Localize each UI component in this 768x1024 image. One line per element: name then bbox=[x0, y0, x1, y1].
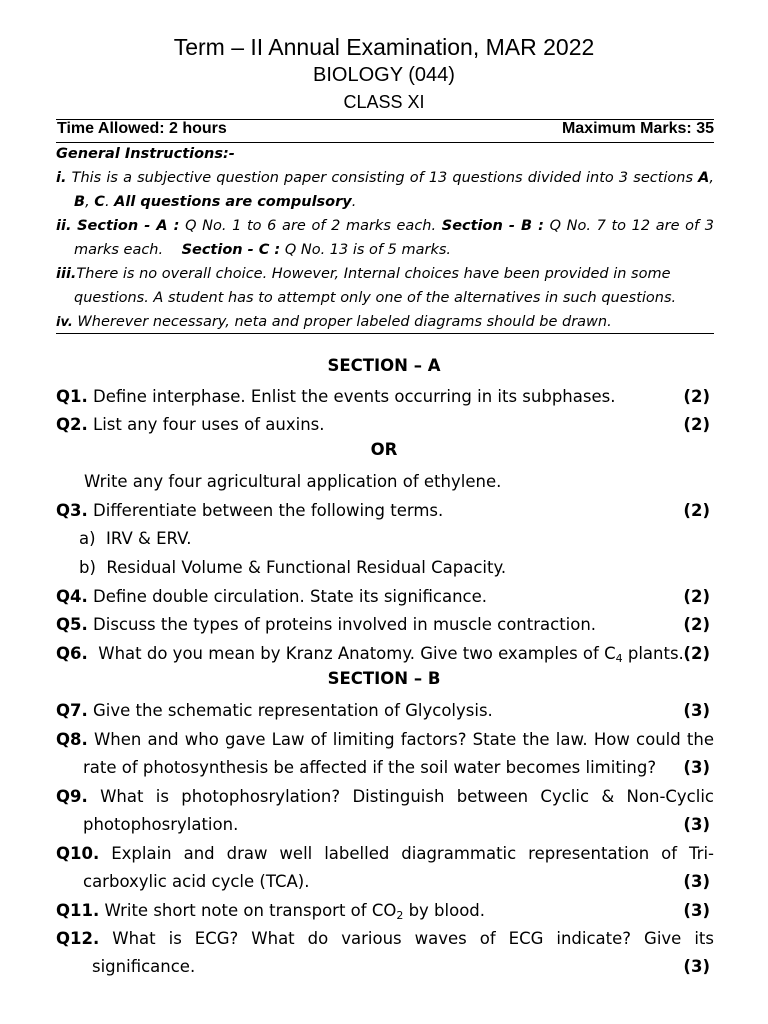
q3-marks: (2) bbox=[683, 501, 710, 520]
q4-marks: (2) bbox=[683, 587, 710, 606]
question-3-part-b: b) Residual Volume & Functional Residual Capacity. bbox=[79, 558, 507, 577]
instruction-ii-section-b: Section - B : bbox=[441, 218, 544, 234]
question-10-line1 bbox=[56, 840, 714, 869]
exam-title: Term – II Annual Examination, MAR 2022 bbox=[173, 34, 595, 60]
question-4 bbox=[56, 583, 714, 612]
q10-line2: carboxylic acid cycle (TCA). bbox=[83, 872, 310, 891]
q5-text: Discuss the types of proteins involved in muscle contraction. bbox=[87, 615, 597, 634]
q2-text: List any four uses of auxins. bbox=[87, 415, 325, 434]
instruction-i-text: This is a subjective question paper consisting of 13 questions divided into 3 sections bbox=[71, 170, 699, 186]
instruction-ii-number: ii. bbox=[56, 218, 72, 234]
instructions-heading bbox=[56, 142, 714, 166]
instruction-i-section-a: A bbox=[698, 170, 710, 186]
q2-number: Q2. bbox=[56, 415, 88, 434]
question-2 bbox=[56, 411, 714, 440]
question-7 bbox=[56, 697, 714, 726]
time-allowed: Time Allowed: 2 hours bbox=[57, 120, 227, 137]
instruction-ii-text-c: Q No. 13 is of 5 marks. bbox=[280, 242, 452, 258]
maximum-marks: Maximum Marks: 35 bbox=[561, 120, 714, 137]
question-3-part-a: a) IRV & ERV. bbox=[79, 529, 192, 548]
question-10-line2 bbox=[83, 868, 714, 897]
instruction-i-number: i. bbox=[56, 170, 67, 186]
question-5 bbox=[56, 611, 714, 640]
instruction-ii-section-a: Section - A : bbox=[77, 218, 180, 234]
q1-text: Define interphase. Enlist the events occurring in its subphases. bbox=[87, 387, 616, 406]
question-3 bbox=[56, 497, 714, 526]
q9-line2: photophosrylation. bbox=[83, 815, 239, 834]
instruction-i bbox=[56, 166, 714, 214]
instruction-ii-text-b: Q No. 7 to 12 are of 3 marks each. bbox=[74, 218, 715, 258]
q11-text-a: Write short note on transport of CO bbox=[99, 901, 397, 920]
q6-number: Q6. bbox=[56, 644, 88, 663]
q3-text: Differentiate between the following terms. bbox=[87, 501, 444, 520]
q3-number: Q3. bbox=[56, 501, 88, 520]
q4-number: Q4. bbox=[56, 587, 88, 606]
instruction-iv-number: iv. bbox=[56, 315, 73, 330]
q10-marks: (3) bbox=[683, 872, 710, 891]
q8-marks: (3) bbox=[683, 758, 710, 777]
question-8-line2 bbox=[83, 754, 714, 783]
q6-marks: (2) bbox=[683, 644, 710, 663]
class-title: CLASS XI bbox=[343, 92, 425, 112]
q8-number: Q8. bbox=[56, 730, 88, 749]
q5-marks: (2) bbox=[683, 615, 710, 634]
question-9-line1 bbox=[56, 783, 714, 812]
subject-title: BIOLOGY (044) bbox=[313, 64, 455, 86]
instruction-i-section-c: C bbox=[94, 194, 105, 210]
q12-line1: What is ECG? What do various waves of ECG indicate? Give its bbox=[99, 929, 714, 948]
q11-subscript: 2 bbox=[396, 909, 404, 922]
q9-number: Q9. bbox=[56, 787, 88, 806]
question-12-line2 bbox=[92, 953, 714, 982]
instruction-iii-line1 bbox=[56, 262, 714, 286]
q9-line1: What is photophosrylation? Distinguish between Cyclic & Non-Cyclic bbox=[87, 787, 714, 806]
q7-text: Give the schematic representation of Glycolysis. bbox=[87, 701, 493, 720]
question-2-alternative: Write any four agricultural application of ethylene. bbox=[84, 472, 502, 491]
q9-marks: (3) bbox=[683, 815, 710, 834]
q4-text: Define double circulation. State its significance. bbox=[87, 587, 488, 606]
q6-text-a: What do you mean by Kranz Anatomy. Give two examples of C bbox=[87, 644, 616, 663]
q11-marks: (3) bbox=[683, 901, 710, 920]
q12-number: Q12. bbox=[56, 929, 100, 948]
instruction-ii bbox=[56, 214, 714, 262]
instruction-iv bbox=[56, 310, 714, 335]
q6-text-b: plants. bbox=[622, 644, 684, 663]
instruction-i-sep2: , bbox=[85, 194, 95, 210]
q2-marks: (2) bbox=[683, 415, 710, 434]
q7-marks: (3) bbox=[683, 701, 710, 720]
q6-subscript: 4 bbox=[615, 652, 623, 665]
instruction-iv-text: Wherever necessary, neta and proper labeled diagrams should be drawn. bbox=[77, 314, 612, 330]
q10-line1: Explain and draw well labelled diagrammatic representation of Tri- bbox=[99, 844, 714, 863]
q7-number: Q7. bbox=[56, 701, 88, 720]
instruction-iii-number: iii. bbox=[56, 266, 77, 282]
q12-line2: significance. bbox=[92, 957, 196, 976]
section-b-heading: SECTION – B bbox=[327, 669, 441, 688]
instruction-i-sep3: . bbox=[104, 194, 115, 210]
instruction-i-sep1: , bbox=[709, 170, 714, 186]
question-12-line1 bbox=[56, 925, 714, 954]
instruction-i-end: . bbox=[351, 194, 357, 210]
instruction-i-section-b: B bbox=[74, 194, 86, 210]
q11-number: Q11. bbox=[56, 901, 100, 920]
section-a-heading: SECTION – A bbox=[327, 356, 441, 375]
question-6 bbox=[56, 640, 714, 669]
q8-line1: When and who gave Law of limiting factors? State the law. How could the bbox=[87, 730, 714, 749]
q12-marks: (3) bbox=[683, 957, 710, 976]
q8-line2: rate of photosynthesis be affected if the soil water becomes limiting? bbox=[83, 758, 657, 777]
instruction-iii-text1: There is no overall choice. However, Internal choices have been provided in some bbox=[76, 266, 671, 282]
instruction-i-compulsory: All questions are compulsory bbox=[114, 194, 352, 210]
question-8-line1 bbox=[56, 726, 714, 755]
instruction-ii-text-a: Q No. 1 to 6 are of 2 marks each. bbox=[179, 218, 442, 234]
q1-number: Q1. bbox=[56, 387, 88, 406]
instruction-iii-line2: questions. A student has to attempt only one of the alternatives in such questions. bbox=[74, 290, 677, 306]
instructions-rule bbox=[56, 333, 714, 334]
instruction-ii-section-c: Section - C : bbox=[181, 242, 281, 258]
q5-number: Q5. bbox=[56, 615, 88, 634]
question-11 bbox=[56, 897, 714, 926]
or-separator: OR bbox=[370, 440, 398, 459]
q1-marks: (2) bbox=[683, 387, 710, 406]
instructions-heading-text: General Instructions:- bbox=[56, 146, 235, 162]
question-1 bbox=[56, 383, 714, 412]
question-9-line2 bbox=[83, 811, 714, 840]
q10-number: Q10. bbox=[56, 844, 100, 863]
q11-text-b: by blood. bbox=[403, 901, 486, 920]
